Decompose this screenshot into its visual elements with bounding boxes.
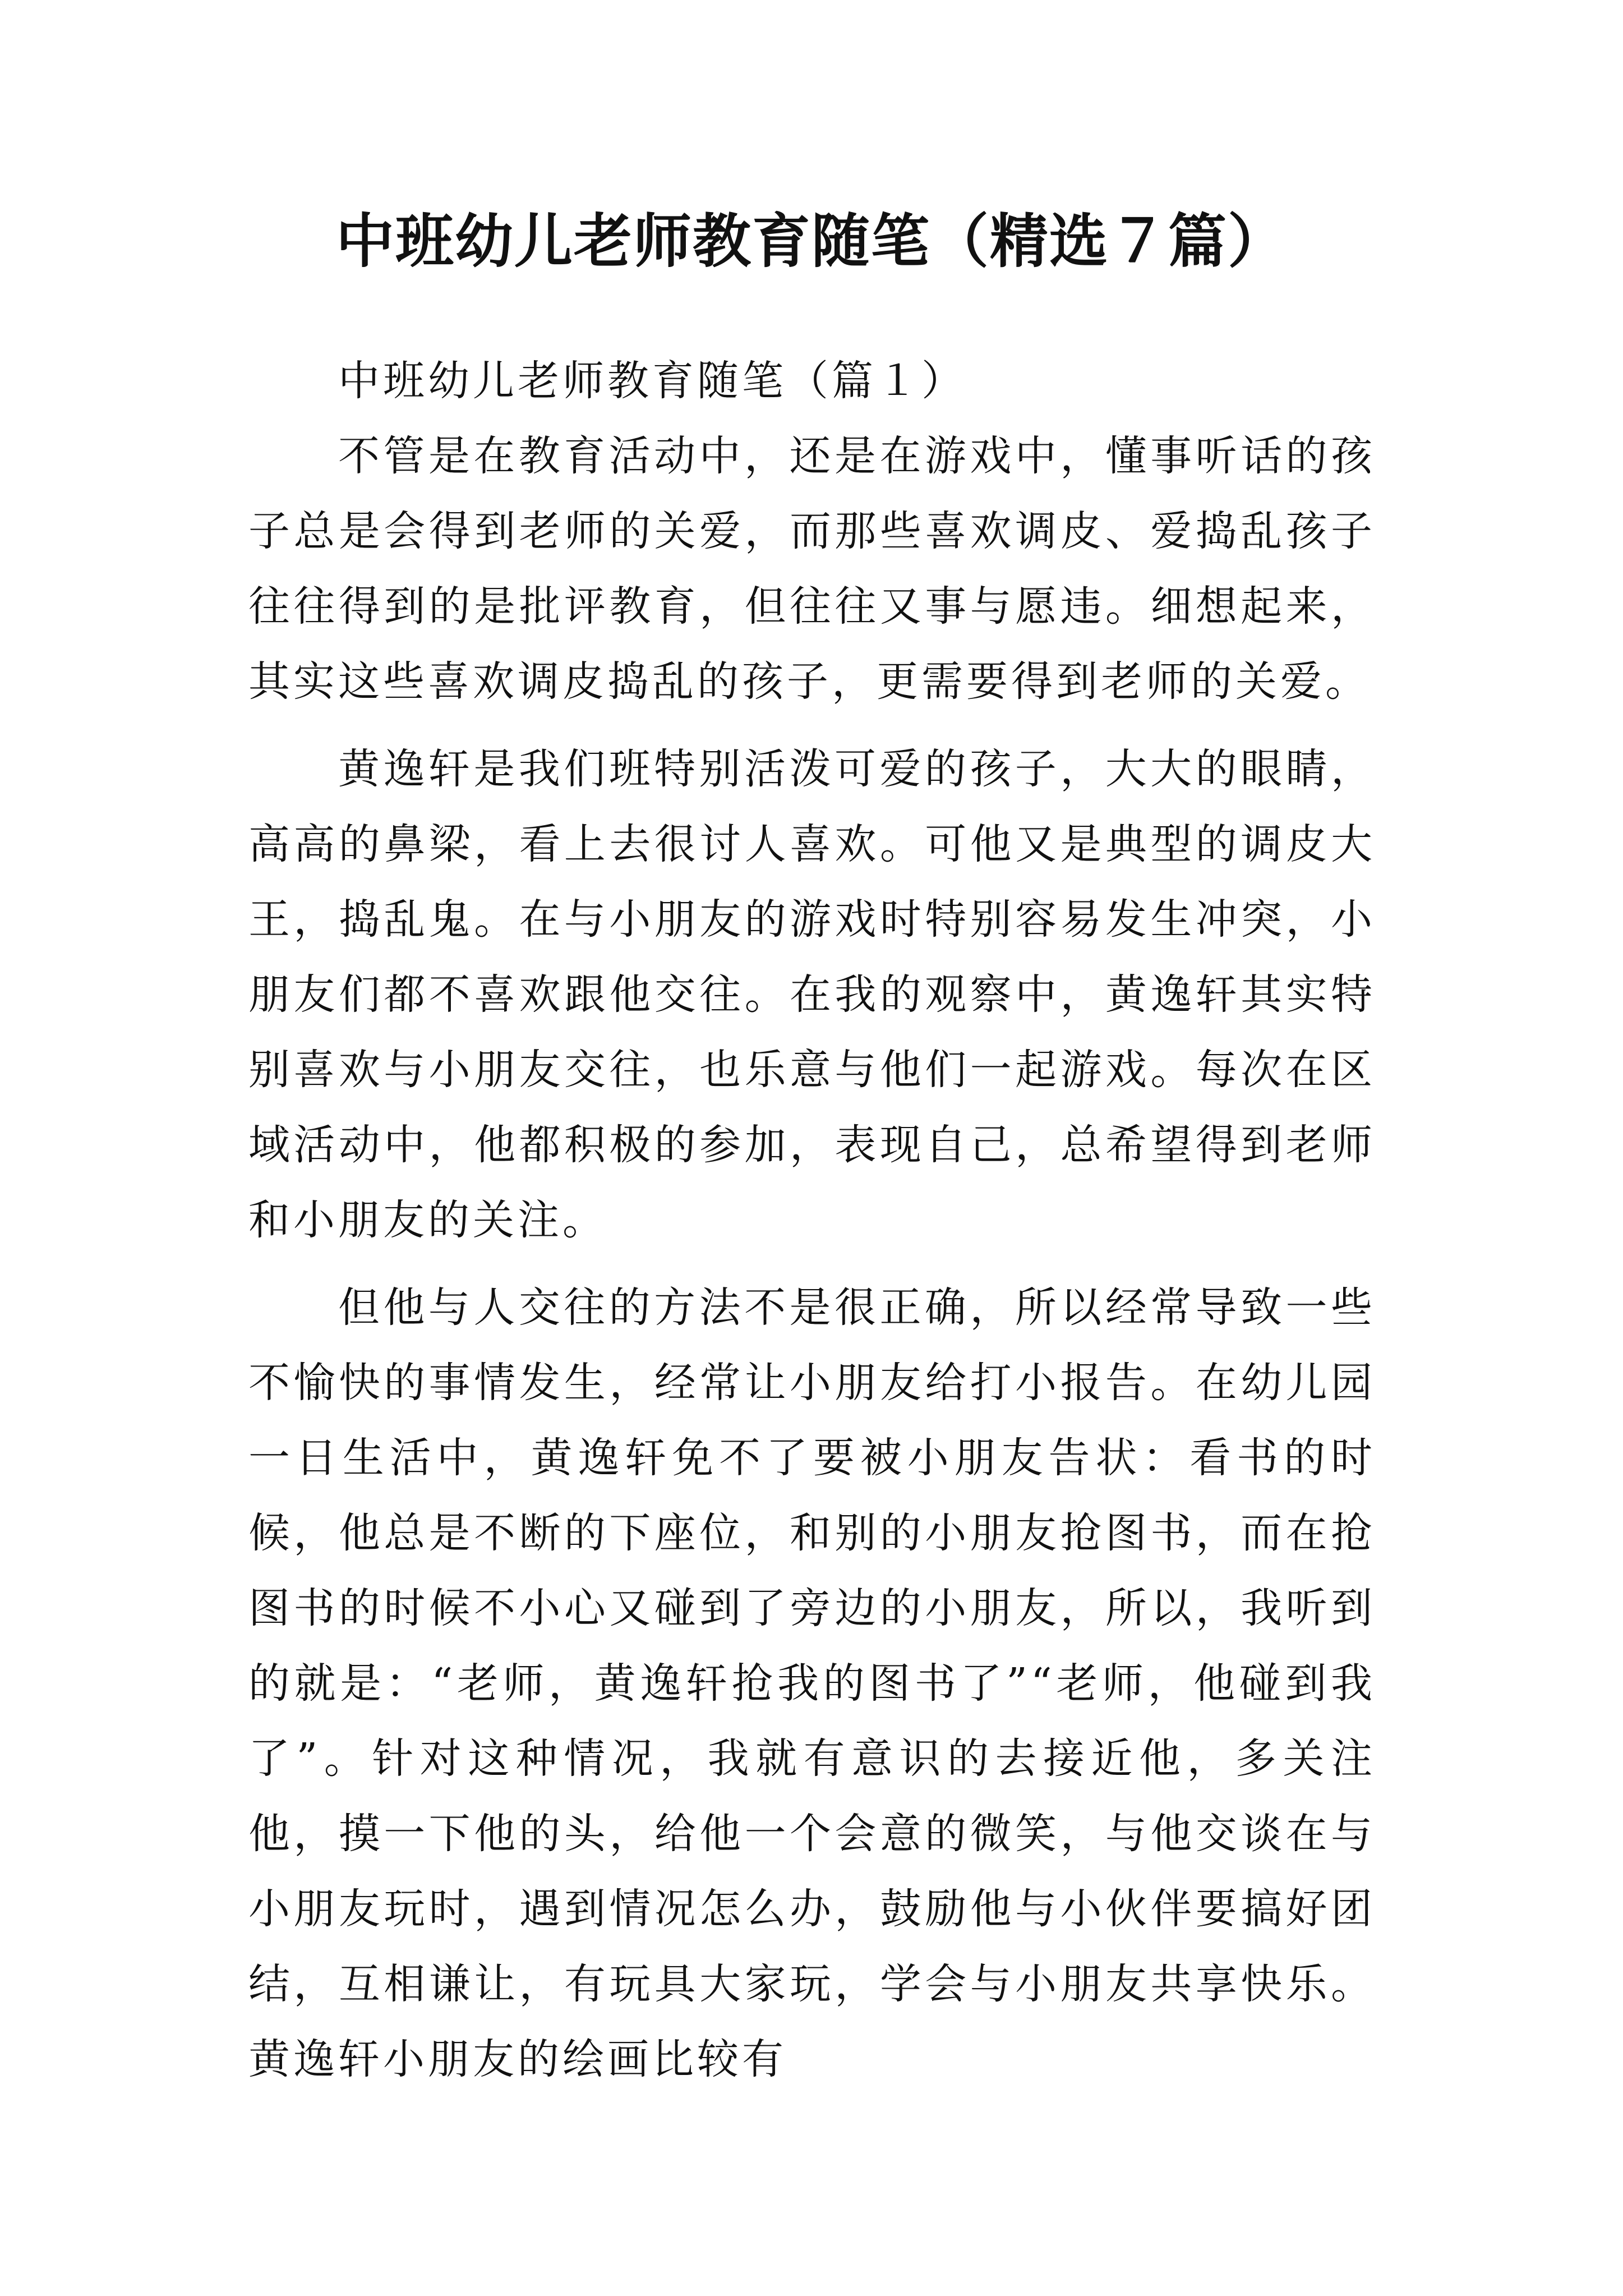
document-body [248,343,1376,2097]
document-title: 中班幼儿老师教育随笔（精选７篇） [335,206,1287,275]
paragraph-3: 但他与人交往的方法不是很正确，所以经常导致一些不愉快的事情发生，经常让小朋友给打小报告。在幼儿园一日生活中，黄逸轩免不了要被小朋友告状：看书的时候，他总是不断的下座位，和别的小朋友抢图书，而在抢图书的时候不小心又碰到了旁边的小朋友，所以，我听到的就是：“老师，黄逸轩抢我的图书了”“老师，他碰到我了”。针对这种情况，我就有意识的去接近他，多关注他，摸一下他的头，给他一个会意的微笑，与他交谈在与小朋友玩时，遇到情况怎么办，鼓励他与小伙伴要搞好团结，互相谦让，有玩具大家玩，学会与小朋友共享快乐。黄逸轩小朋友的绘画比较有 [248,1283,1376,2083]
paragraph-1: 不管是在教育活动中，还是在游戏中，懂事听话的孩子总是会得到老师的关爱，而那些喜欢调皮、爱捣乱孩子往往得到的是批评教育，但往往又事与愿违。细想起来，其实这些喜欢调皮捣乱的孩子，更需要得到老师的关爱。 [248,432,1376,706]
section-heading: 中班幼儿老师教育随笔（篇１） [338,357,966,405]
paragraph-2: 黄逸轩是我们班特别活泼可爱的孩子，大大的眼睛，高高的鼻梁，看上去很讨人喜欢。可他又是典型的调皮大王，捣乱鬼。在与小朋友的游戏时特别容易发生冲突，小朋友们都不喜欢跟他交往。在我的观察中，黄逸轩其实特别喜欢与小朋友交往，也乐意与他们一起游戏。每次在区域活动中，他都积极的参加，表现自己，总希望得到老师和小朋友的关注。 [248,745,1376,1244]
